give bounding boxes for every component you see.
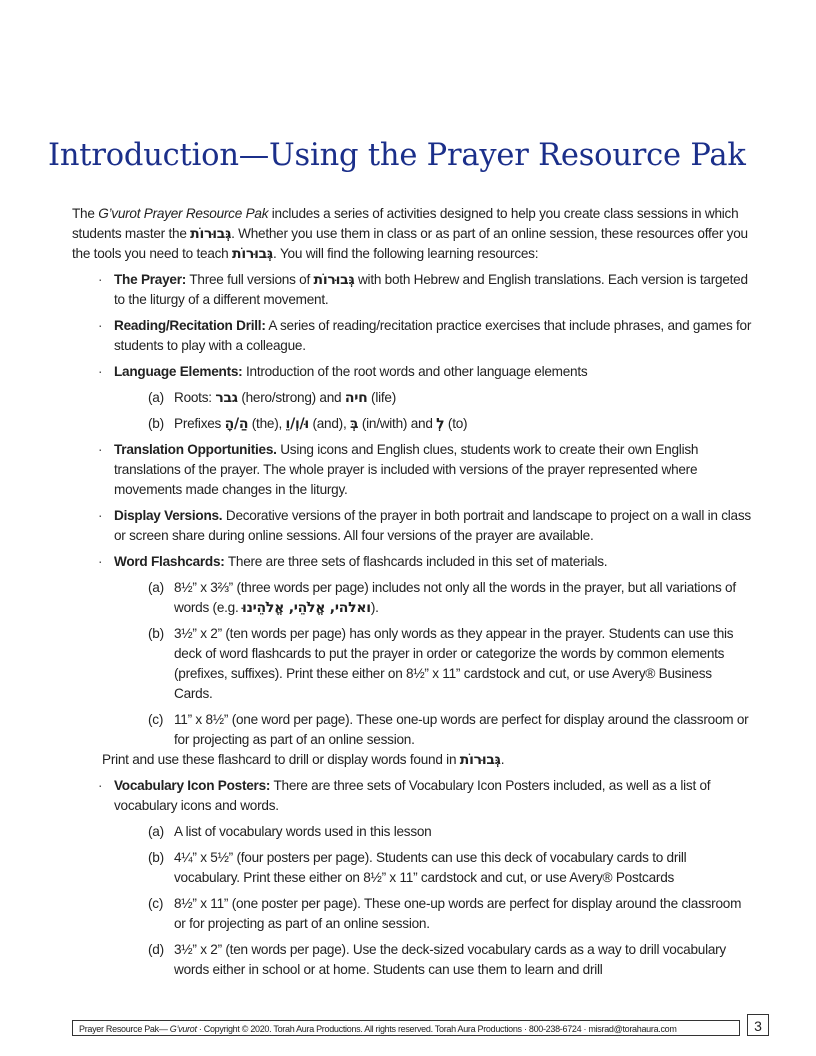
item-label: Vocabulary Icon Posters: <box>114 778 271 793</box>
list-item-vocab <box>72 776 752 816</box>
sub-item <box>72 578 752 618</box>
sub-text: A list of vocabulary words used in this lesson <box>174 824 432 839</box>
hebrew-word: בְּ <box>350 416 359 432</box>
list-item-prayer <box>72 270 752 310</box>
flashcards-sublist <box>72 578 752 750</box>
page-footer <box>72 1020 740 1036</box>
sub-text-part: 8½” x 3⅔” (three words per page) includes not only all the words in the prayer, but all variations of words (e.g. <box>174 580 736 615</box>
intro-paragraph <box>72 204 752 264</box>
resource-list-vocab <box>72 776 752 816</box>
sub-text-part: Prefixes <box>174 416 225 431</box>
item-text: A series of reading/recitation practice exercises that include phrases, and games for students to play with a colleague. <box>114 318 752 353</box>
sub-text: 3½” x 2” (ten words per page) has only words as they appear in the prayer. Students can use this deck of word flashcards to put the prayer in order or categorize the words by common elements (prefixes, suffixes). Print these either on 8½” x 11” cardstock and cut, or use Avery® Business Cards. <box>174 626 734 701</box>
item-label: Reading/Recitation Drill: <box>114 318 266 333</box>
sub-marker: (a) <box>148 580 164 595</box>
sub-item <box>72 848 752 888</box>
item-text: There are three sets of flashcards included in this set of materials. <box>224 554 608 569</box>
sub-text <box>148 578 752 618</box>
sub-text: 11” x 8½” (one word per page). These one-up words are perfect for display around the classroom or for projecting as part of an online session. <box>174 712 749 747</box>
footer-product: G’vurot <box>169 1024 197 1034</box>
sub-item <box>72 710 752 750</box>
sub-item <box>72 624 752 704</box>
intro-text: . You will find the following learning resources: <box>272 246 539 261</box>
sub-item <box>72 822 752 842</box>
vocab-sublist <box>72 822 752 980</box>
sub-text: 4¼” x 5½” (four posters per page). Students can use this deck of vocabulary cards to drill vocabulary. Print these either on 8½” x 11” cardstock and cut, or use Avery® Postcards <box>174 850 687 885</box>
hebrew-word: גְּבוּרוֹת <box>313 272 355 288</box>
hebrew-word: גְּבוּרוֹת <box>232 246 273 262</box>
item-label: Translation Opportunities. <box>114 442 277 457</box>
intro-text: The <box>72 206 99 221</box>
item-label: The Prayer: <box>114 272 187 287</box>
sub-text-part: Roots: <box>174 390 216 405</box>
list-item-translation <box>72 440 752 500</box>
sub-marker: (d) <box>148 942 164 957</box>
intro-text: . Whether you use them in class or as part of an online session, these resources offer you the tools you need to teach <box>72 226 748 261</box>
sub-marker: (a) <box>148 824 164 839</box>
hebrew-word: וּ/וְ/וֵ <box>285 416 309 432</box>
item-label: Language Elements: <box>114 364 243 379</box>
sub-marker: (b) <box>148 850 164 865</box>
hebrew-word: הַ/הָ <box>224 416 249 432</box>
sub-text: 8½” x 11” (one poster per page). These one-up words are perfect for display around the classroom or for projecting as part of an online session. <box>174 896 742 931</box>
footer-text: Prayer Resource Pak— <box>79 1024 170 1034</box>
sub-text-part: (to) <box>444 416 468 431</box>
hebrew-word: לְ <box>436 416 445 432</box>
sub-text-part: ). <box>370 600 379 615</box>
list-item-language <box>72 362 752 382</box>
sub-text-part: (life) <box>367 390 396 405</box>
product-name: G’vurot Prayer Resource Pak <box>98 206 269 221</box>
hebrew-word: גבר <box>215 390 238 406</box>
sub-text-part: (and), <box>308 416 351 431</box>
intro-text: includes a series of activities designed to help you create class sessions in which students master the <box>72 206 739 241</box>
item-text: Decorative versions of the prayer in both portrait and landscape to project on a wall in class or screen share during online sessions. All four versions of the prayer are available. <box>114 508 751 543</box>
language-sublist <box>72 388 752 434</box>
main-content <box>72 204 752 980</box>
list-item-display <box>72 506 752 546</box>
sub-marker: (a) <box>148 390 164 405</box>
sub-marker: (c) <box>148 896 164 911</box>
sub-item <box>72 388 752 408</box>
sub-item <box>72 894 752 934</box>
print-note <box>72 750 752 770</box>
item-text: with both Hebrew and English translations. Each version is targeted to the liturgy of a different movement. <box>114 272 748 307</box>
sub-item <box>72 414 752 434</box>
footer-text: · Copyright © 2020. Torah Aura Productions. All rights reserved. Torah Aura Productions · 800-238-6724 · misrad@torahaura.com <box>196 1024 677 1034</box>
sub-text <box>148 414 752 434</box>
sub-text-part: (hero/strong) and <box>237 390 345 405</box>
hebrew-word: גְּבוּרוֹת <box>459 752 501 768</box>
item-text: There are three sets of Vocabulary Icon Posters included, as well as a list of vocabulary icons and words. <box>114 778 711 813</box>
sub-text-part: (in/with) and <box>358 416 437 431</box>
hebrew-word: ואלהי, אֱלֹהֵי, אֱלֹהֵינוּ <box>242 600 371 616</box>
list-item-drill <box>72 316 752 356</box>
sub-marker: (b) <box>148 626 164 641</box>
sub-item <box>72 940 752 980</box>
note-text: Print and use these flashcard to drill or display words found in <box>102 752 460 767</box>
resource-list-cont <box>72 440 752 572</box>
hebrew-word: חיה <box>344 390 368 406</box>
sub-text: 3½” x 2” (ten words per page). Use the deck-sized vocabulary cards as a way to drill vocabulary words either in school or at home. Students can use them to learn and drill <box>174 942 726 977</box>
sub-text <box>148 388 752 408</box>
item-label: Display Versions. <box>114 508 223 523</box>
note-text: . <box>500 752 505 767</box>
page-number: 3 <box>747 1014 769 1036</box>
page-title: Introduction—Using the Prayer Resource Pak <box>48 138 746 173</box>
sub-marker: (b) <box>148 416 164 431</box>
sub-text-part: (the), <box>248 416 286 431</box>
hebrew-word: גְּבוּרוֹת <box>190 226 232 242</box>
resource-list <box>72 270 752 382</box>
sub-marker: (c) <box>148 712 164 727</box>
item-label: Word Flashcards: <box>114 554 225 569</box>
item-text: Three full versions of <box>186 272 314 287</box>
list-item-flashcards <box>72 552 752 572</box>
item-text: Introduction of the root words and other language elements <box>242 364 588 379</box>
item-text: Using icons and English clues, students work to create their own English translations of the prayer. The whole prayer is included with versions of the prayer represented where movements made changes in the liturgy. <box>114 442 699 497</box>
